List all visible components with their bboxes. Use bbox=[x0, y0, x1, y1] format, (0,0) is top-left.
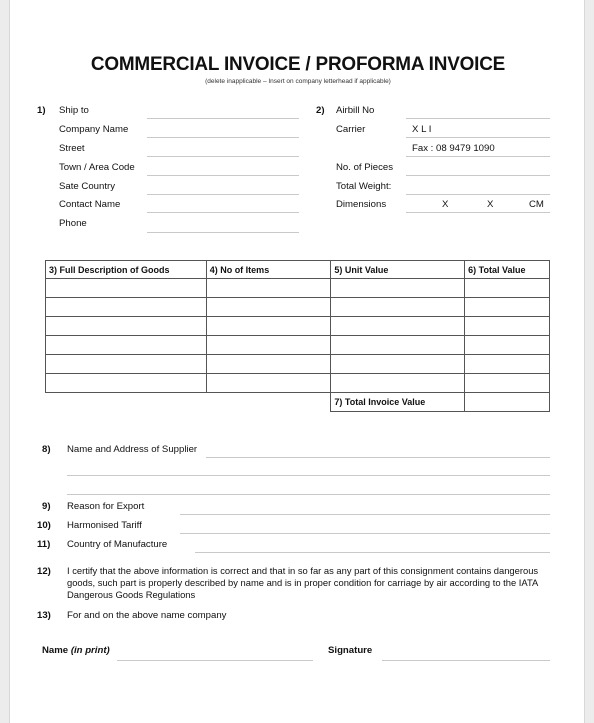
section-8-number: 8) bbox=[42, 444, 51, 455]
section-1-number: 1) bbox=[37, 105, 46, 116]
total-invoice-value-label: 7) Total Invoice Value bbox=[331, 393, 465, 412]
company-declaration-label: For and on the above name company bbox=[67, 610, 227, 621]
table-cell[interactable] bbox=[465, 374, 550, 393]
street-line[interactable] bbox=[147, 156, 299, 157]
table-cell[interactable] bbox=[206, 279, 331, 298]
table-spacer bbox=[206, 393, 331, 412]
signature-line[interactable] bbox=[382, 660, 550, 661]
section-9-number: 9) bbox=[42, 501, 51, 512]
fax-value: Fax : 08 9479 1090 bbox=[412, 143, 495, 154]
carrier-label: Carrier bbox=[336, 124, 366, 135]
ship-to-label: Ship to bbox=[59, 105, 89, 116]
certification-text: I certify that the above information is correct and that in so far as any part of this consignment contains dangerous goods, such part is properly described by name and is in proper condition for carriage by air according to the IATA Dangerous Goods Regulations bbox=[67, 565, 539, 600]
total-invoice-value-cell[interactable] bbox=[465, 393, 550, 412]
name-in-print-line[interactable] bbox=[117, 660, 313, 661]
signature-label: Signature bbox=[328, 645, 373, 656]
dimensions-label: Dimensions bbox=[336, 199, 387, 210]
table-row bbox=[46, 317, 550, 336]
reason-for-export-line[interactable] bbox=[180, 514, 550, 515]
supplier-line-2[interactable] bbox=[67, 475, 550, 476]
table-cell[interactable] bbox=[331, 298, 465, 317]
table-cell[interactable] bbox=[206, 336, 331, 355]
table-cell[interactable] bbox=[46, 355, 207, 374]
table-cell[interactable] bbox=[206, 374, 331, 393]
table-row bbox=[46, 336, 550, 355]
total-weight-line[interactable] bbox=[406, 194, 550, 195]
harmonised-tariff-line[interactable] bbox=[180, 533, 550, 534]
section-10-number: 10) bbox=[37, 520, 51, 531]
dimensions-x1: X bbox=[442, 199, 449, 210]
page-title: COMMERCIAL INVOICE / PROFORMA INVOICE bbox=[90, 53, 506, 75]
description-header: 3) Full Description of Goods bbox=[46, 261, 207, 279]
airbill-no-label: Airbill No bbox=[336, 105, 375, 116]
table-cell[interactable] bbox=[465, 317, 550, 336]
phone-label: Phone bbox=[59, 218, 87, 229]
name-in-print-label bbox=[42, 645, 110, 656]
table-cell[interactable] bbox=[331, 355, 465, 374]
ship-to-line[interactable] bbox=[147, 118, 299, 119]
table-cell[interactable] bbox=[46, 336, 207, 355]
dimensions-unit: CM bbox=[529, 199, 544, 210]
contact-name-label: Contact Name bbox=[59, 199, 121, 210]
contact-name-line[interactable] bbox=[147, 212, 299, 213]
invoice-page bbox=[9, 0, 585, 723]
total-weight-label: Total Weight: bbox=[336, 181, 392, 192]
table-cell[interactable] bbox=[331, 317, 465, 336]
dimensions-x2: X bbox=[487, 199, 494, 210]
table-cell[interactable] bbox=[465, 355, 550, 374]
in-print-label: (in print) bbox=[70, 645, 110, 656]
table-cell[interactable] bbox=[465, 298, 550, 317]
unit-value-header: 5) Unit Value bbox=[331, 261, 465, 279]
name-label: Name bbox=[42, 645, 69, 656]
table-row bbox=[46, 374, 550, 393]
table-cell[interactable] bbox=[206, 298, 331, 317]
state-country-label: Sate Country bbox=[59, 181, 115, 192]
section-11-number: 11) bbox=[37, 539, 51, 550]
total-value-header: 6) Total Value bbox=[465, 261, 550, 279]
table-cell[interactable] bbox=[46, 317, 207, 336]
fax-line[interactable] bbox=[406, 156, 550, 157]
dimensions-line[interactable] bbox=[406, 212, 550, 213]
page-subtitle: (delete inapplicable – Insert on company letterhead if applicable) bbox=[205, 78, 391, 85]
table-cell[interactable] bbox=[46, 298, 207, 317]
carrier-line[interactable] bbox=[406, 137, 550, 138]
airbill-no-line[interactable] bbox=[406, 118, 550, 119]
goods-table-header bbox=[46, 261, 550, 279]
table-cell[interactable] bbox=[331, 336, 465, 355]
no-of-pieces-label: No. of Pieces bbox=[336, 162, 394, 173]
table-cell[interactable] bbox=[206, 355, 331, 374]
country-of-manufacture-line[interactable] bbox=[195, 552, 550, 553]
supplier-label: Name and Address of Supplier bbox=[67, 444, 198, 455]
reason-for-export-label: Reason for Export bbox=[67, 501, 145, 512]
section-12-number: 12) bbox=[37, 566, 51, 577]
company-name-line[interactable] bbox=[147, 137, 299, 138]
goods-table bbox=[45, 260, 550, 412]
town-area-code-label: Town / Area Code bbox=[59, 162, 135, 173]
no-of-items-header: 4) No of Items bbox=[206, 261, 331, 279]
no-of-pieces-line[interactable] bbox=[406, 175, 550, 176]
table-cell[interactable] bbox=[465, 336, 550, 355]
table-cell[interactable] bbox=[331, 374, 465, 393]
supplier-line-3[interactable] bbox=[67, 494, 550, 495]
table-row bbox=[46, 355, 550, 374]
street-label: Street bbox=[59, 143, 85, 154]
supplier-line-1[interactable] bbox=[206, 457, 550, 458]
section-13-number: 13) bbox=[37, 610, 51, 621]
town-area-code-line[interactable] bbox=[147, 175, 299, 176]
total-row bbox=[46, 393, 550, 412]
table-cell[interactable] bbox=[206, 317, 331, 336]
country-of-manufacture-label: Country of Manufacture bbox=[67, 539, 168, 550]
phone-line[interactable] bbox=[147, 232, 299, 233]
table-cell[interactable] bbox=[46, 374, 207, 393]
table-row bbox=[46, 298, 550, 317]
table-cell[interactable] bbox=[465, 279, 550, 298]
table-row bbox=[46, 279, 550, 298]
section-2-number: 2) bbox=[316, 105, 325, 116]
state-country-line[interactable] bbox=[147, 194, 299, 195]
carrier-value: X L I bbox=[412, 124, 432, 135]
table-spacer bbox=[46, 393, 207, 412]
company-name-label: Company Name bbox=[59, 124, 129, 135]
table-cell[interactable] bbox=[331, 279, 465, 298]
harmonised-tariff-label: Harmonised Tariff bbox=[67, 520, 142, 531]
table-cell[interactable] bbox=[46, 279, 207, 298]
